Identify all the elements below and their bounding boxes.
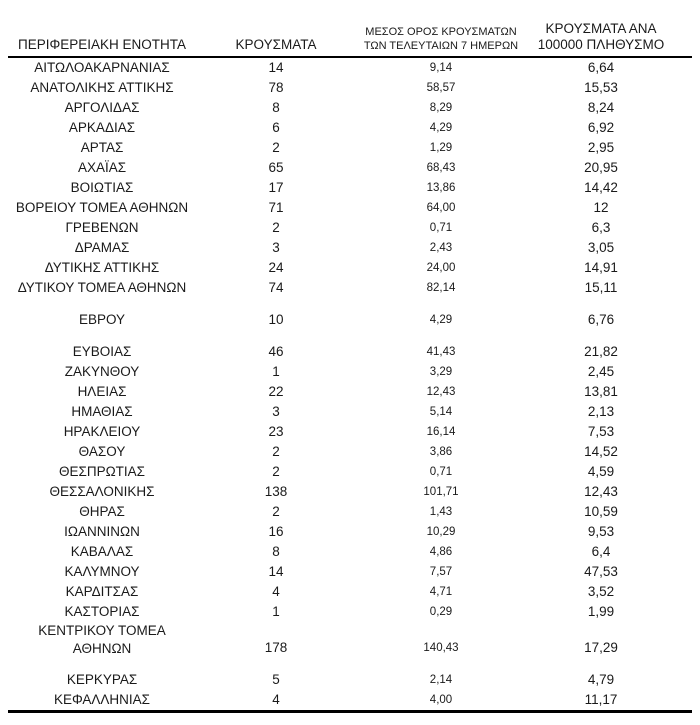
table-row (8, 670, 692, 690)
cases-value: 1 (272, 364, 280, 379)
per100k-value: 13,81 (584, 384, 618, 399)
avg7-value: 82,14 (426, 282, 456, 294)
region-name-line: ΚΕΦΑΛΛΗΝΙΑΣ (53, 692, 151, 707)
region-name-line: ΒΟΙΩΤΙΑΣ (70, 180, 134, 195)
region-cell (8, 670, 196, 690)
table-row (8, 442, 692, 462)
cases-value: 178 (264, 640, 288, 655)
avg7-value: 68,43 (426, 162, 456, 174)
avg7-value: 101,71 (423, 486, 459, 498)
cases-value: 74 (268, 280, 284, 295)
avg7-value: 5,14 (429, 406, 453, 418)
region-cell (8, 342, 196, 362)
table-row (8, 158, 692, 178)
table-row (8, 258, 692, 278)
avg7-value: 9,14 (429, 62, 453, 74)
cases-value: 78 (268, 80, 284, 95)
per100k-value: 1,99 (587, 604, 615, 619)
cases-value: 8 (272, 544, 280, 559)
cases-value: 2 (272, 504, 280, 519)
cases-value: 2 (272, 140, 280, 155)
header-avg7 (356, 26, 526, 53)
per100k-value: 6,4 (591, 544, 611, 559)
region-name-line: ΒΟΡΕΙΟΥ ΤΟΜΕΑ ΑΘΗΝΩΝ (15, 200, 189, 215)
per100k-value: 17,29 (584, 640, 618, 655)
region-name-line: ΑΝΑΤΟΛΙΚΗΣ ΑΤΤΙΚΗΣ (30, 80, 174, 95)
table-row (8, 58, 692, 78)
table-row (8, 342, 692, 362)
region-name-line: ΔΥΤΙΚΗΣ ΑΤΤΙΚΗΣ (44, 260, 160, 275)
region-name-line: ΘΕΣΠΡΩΤΙΑΣ (58, 464, 146, 479)
avg7-value: 58,57 (426, 82, 456, 94)
per100k-value: 9,53 (587, 524, 615, 539)
per100k-value: 14,52 (584, 444, 618, 459)
avg7-value: 4,29 (429, 314, 453, 326)
avg7-value: 2,43 (429, 242, 453, 254)
avg7-value: 4,29 (429, 122, 453, 134)
table-row (8, 502, 692, 522)
avg7-value: 1,29 (429, 142, 453, 154)
table-row (8, 178, 692, 198)
table-row (8, 218, 692, 238)
cases-value: 22 (268, 384, 284, 399)
region-cell (8, 218, 196, 238)
region-name-line: ΑΡΓΟΛΙΔΑΣ (64, 100, 140, 115)
table-row (8, 198, 692, 218)
per100k-value: 7,53 (587, 424, 615, 439)
header-cases: ΚΡΟΥΣΜΑΤΑ (235, 37, 317, 52)
region-cell (8, 310, 196, 330)
table-row (8, 522, 692, 542)
table-row (8, 238, 692, 258)
region-cell (8, 58, 196, 78)
avg7-value: 1,43 (429, 506, 453, 518)
region-cell (8, 602, 196, 622)
region-cell (8, 178, 196, 198)
avg7-value: 8,29 (429, 102, 453, 114)
table-group-gap (8, 658, 692, 670)
header-per100k-line2: 100000 ΠΛΗΘΥΣΜΟ (537, 37, 665, 52)
cases-value: 10 (268, 312, 284, 327)
table-row (8, 690, 692, 710)
cases-value: 4 (272, 584, 280, 599)
region-name-line: ΚΕΡΚΥΡΑΣ (66, 672, 138, 687)
cases-value: 3 (272, 240, 280, 255)
region-cell (8, 258, 196, 278)
region-cell (8, 582, 196, 602)
cases-value: 3 (272, 404, 280, 419)
region-name-line: ΙΩΑΝΝΙΝΩΝ (64, 524, 140, 539)
per100k-value: 6,92 (587, 120, 615, 135)
region-cell (8, 382, 196, 402)
per100k-value: 2,45 (587, 364, 615, 379)
region-cell (8, 278, 196, 298)
per100k-value: 20,95 (584, 160, 618, 175)
region-cell (8, 482, 196, 502)
table-header-row (8, 0, 692, 58)
cases-value: 14 (268, 564, 284, 579)
cases-value: 16 (268, 524, 284, 539)
region-cell (8, 690, 196, 710)
region-name-line: ΘΕΣΣΑΛΟΝΙΚΗΣ (49, 484, 155, 499)
region-name-line: ΘΗΡΑΣ (79, 504, 125, 519)
region-cell (8, 502, 196, 522)
cases-value: 46 (268, 344, 284, 359)
region-cell (8, 462, 196, 482)
region-name-line: ΑΙΤΩΛΟΑΚΑΡΝΑΝΙΑΣ (34, 60, 170, 75)
per100k-value: 4,59 (587, 464, 615, 479)
header-per100k-line1: ΚΡΟΥΣΜΑΤΑ ΑΝΑ (545, 21, 657, 36)
avg7-value: 0,29 (429, 606, 453, 618)
region-name-line: ΚΑΛΥΜΝΟΥ (64, 564, 140, 579)
per100k-value: 15,11 (584, 280, 618, 295)
region-name-line: ΑΡΚΑΔΙΑΣ (68, 120, 136, 135)
region-cell (8, 402, 196, 422)
cases-value: 5 (272, 672, 280, 687)
region-name-line: ΕΒΡΟΥ (78, 312, 126, 327)
cases-value: 8 (272, 100, 280, 115)
cases-value: 65 (268, 160, 284, 175)
table-row (8, 402, 692, 422)
avg7-value: 0,71 (429, 466, 453, 478)
per100k-value: 21,82 (584, 344, 618, 359)
header-per100k (526, 21, 676, 53)
avg7-value: 2,14 (429, 674, 453, 686)
per100k-value: 14,42 (584, 180, 618, 195)
avg7-value: 4,00 (429, 694, 453, 706)
avg7-value: 41,43 (426, 346, 456, 358)
table-row (8, 602, 692, 622)
per100k-value: 11,17 (584, 692, 618, 707)
region-name-line: ΖΑΚΥΝΘΟΥ (64, 364, 140, 379)
region-cell (8, 198, 196, 218)
table-row (8, 462, 692, 482)
table-row (8, 382, 692, 402)
region-name-line: ΔΡΑΜΑΣ (74, 240, 130, 255)
per100k-value: 10,59 (584, 504, 618, 519)
table-row (8, 542, 692, 562)
cases-value: 6 (272, 120, 280, 135)
region-name-line: ΕΥΒΟΙΑΣ (72, 344, 132, 359)
avg7-value: 10,29 (426, 526, 456, 538)
region-cell (8, 442, 196, 462)
region-cell (8, 158, 196, 178)
table-row (8, 138, 692, 158)
table-group-gap (8, 330, 692, 342)
table-row (8, 78, 692, 98)
region-name-line: ΘΑΣΟΥ (78, 444, 126, 459)
region-cell (8, 78, 196, 98)
cases-value: 2 (272, 464, 280, 479)
cases-value: 2 (272, 220, 280, 235)
region-name-line: ΗΡΑΚΛΕΙΟΥ (63, 424, 141, 439)
avg7-value: 16,14 (426, 426, 456, 438)
region-cell (8, 138, 196, 158)
header-avg7-line2: ΤΩΝ ΤΕΛΕΥΤΑΙΩΝ 7 ΗΜΕΡΩΝ (363, 39, 519, 52)
table-row (8, 310, 692, 330)
cases-value: 1 (272, 604, 280, 619)
cases-value: 2 (272, 444, 280, 459)
region-cell (8, 542, 196, 562)
avg7-value: 4,86 (429, 546, 453, 558)
table-row (8, 422, 692, 442)
cases-value: 23 (268, 424, 284, 439)
cases-value: 4 (272, 692, 280, 707)
region-name-line: ΚΕΝΤΡΙΚΟΥ ΤΟΜΕΑ (38, 623, 166, 638)
cases-value: 24 (268, 260, 284, 275)
region-name-line: ΑΧΑΪΑΣ (77, 160, 127, 175)
avg7-value: 3,86 (429, 446, 453, 458)
table-group-gap (8, 298, 692, 310)
region-cell (8, 622, 196, 658)
per100k-value: 47,53 (584, 564, 618, 579)
region-cell (8, 238, 196, 258)
per100k-value: 8,24 (587, 100, 615, 115)
table-row (8, 98, 692, 118)
per100k-value: 3,52 (587, 584, 615, 599)
avg7-value: 24,00 (426, 262, 456, 274)
table-row (8, 582, 692, 602)
table-row (8, 622, 692, 658)
header-region: ΠΕΡΙΦΕΡΕΙΑΚΗ ΕΝΟΤΗΤΑ (17, 37, 187, 52)
header-avg7-line1: ΜΕΣΟΣ ΟΡΟΣ ΚΡΟΥΣΜΑΤΩΝ (365, 26, 517, 38)
avg7-value: 3,29 (429, 366, 453, 378)
region-cell (8, 362, 196, 382)
region-name-line: ΔΥΤΙΚΟΥ ΤΟΜΕΑ ΑΘΗΝΩΝ (17, 280, 187, 295)
region-name-line: ΓΡΕΒΕΝΩΝ (65, 220, 139, 235)
cases-value: 71 (268, 200, 284, 215)
table-body (8, 58, 692, 710)
avg7-value: 64,00 (426, 202, 456, 214)
table-row (8, 562, 692, 582)
per100k-value: 14,91 (584, 260, 618, 275)
per100k-value: 2,95 (587, 140, 615, 155)
per100k-value: 6,64 (587, 60, 615, 75)
cases-value: 14 (268, 60, 284, 75)
per100k-value: 6,3 (591, 220, 611, 235)
table-row (8, 482, 692, 502)
table-row (8, 278, 692, 298)
region-cell (8, 118, 196, 138)
region-name-line: ΚΑΡΔΙΤΣΑΣ (65, 584, 139, 599)
region-cell (8, 562, 196, 582)
avg7-value: 13,86 (426, 182, 456, 194)
per100k-value: 15,53 (584, 80, 618, 95)
avg7-value: 0,71 (429, 222, 453, 234)
per100k-value: 12 (593, 200, 609, 215)
avg7-value: 12,43 (426, 386, 456, 398)
region-name-line: ΚΑΒΑΛΑΣ (70, 544, 134, 559)
cases-value: 17 (268, 180, 284, 195)
region-name-line: ΚΑΣΤΟΡΙΑΣ (64, 604, 140, 619)
region-name-line: ΑΘΗΝΩΝ (72, 641, 132, 656)
avg7-value: 4,71 (429, 586, 453, 598)
region-name-line: ΗΜΑΘΙΑΣ (71, 404, 133, 419)
avg7-value: 140,43 (423, 642, 459, 654)
region-cell (8, 98, 196, 118)
region-cell (8, 522, 196, 542)
per100k-value: 2,13 (587, 404, 615, 419)
cases-by-region-table (8, 0, 692, 713)
region-name-line: ΑΡΤΑΣ (80, 140, 124, 155)
table-row (8, 362, 692, 382)
region-cell (8, 422, 196, 442)
table-row (8, 118, 692, 138)
per100k-value: 3,05 (587, 240, 615, 255)
per100k-value: 6,76 (587, 312, 615, 327)
region-name-line: ΗΛΕΙΑΣ (77, 384, 127, 399)
avg7-value: 7,57 (429, 566, 453, 578)
cases-value: 138 (264, 484, 288, 499)
per100k-value: 4,79 (587, 672, 615, 687)
per100k-value: 12,43 (584, 484, 618, 499)
